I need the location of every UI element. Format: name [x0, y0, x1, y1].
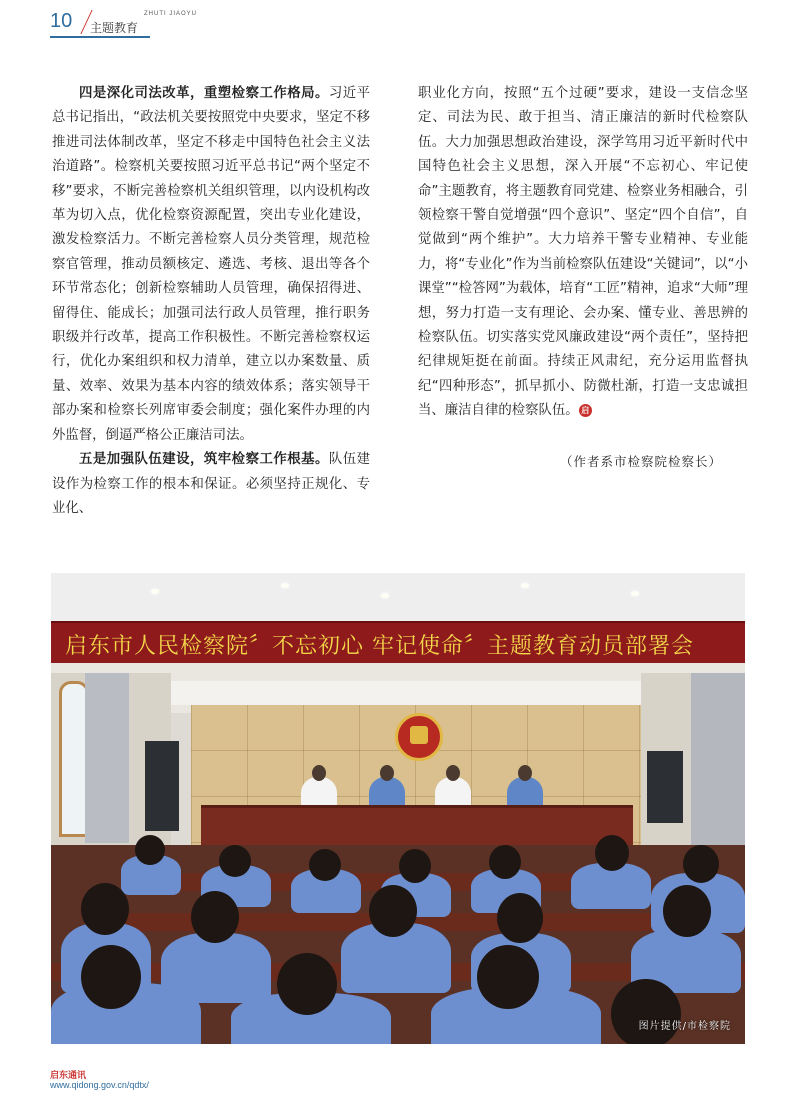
ceiling-lamp — [381, 593, 389, 598]
audience-head — [683, 845, 719, 883]
paragraph-judicial-reform — [52, 82, 370, 448]
audience-head — [135, 835, 165, 865]
audience-head — [497, 893, 543, 943]
paragraph-continued — [418, 82, 748, 424]
audience-head — [611, 979, 681, 1044]
audience-head — [81, 945, 141, 1009]
ceiling-lamp — [281, 583, 289, 588]
audience-head — [277, 953, 337, 1015]
publication-url[interactable]: www.qidong.gov.cn/qdtx/ — [50, 1080, 149, 1090]
audience-head — [191, 891, 239, 943]
official-head — [312, 765, 326, 781]
photo-left-screen — [145, 741, 179, 831]
official-head — [518, 765, 532, 781]
audience-head — [663, 885, 711, 937]
national-emblem-icon — [395, 713, 443, 761]
photo-ceiling-beam — [131, 681, 651, 705]
paragraph-body: 队伍建设作为检察工作的根本和保证。必须坚持正规化、专业化、 — [52, 452, 371, 516]
emblem-center — [410, 726, 428, 744]
meeting-photo — [51, 573, 745, 1044]
official-head — [446, 765, 460, 781]
photo-ceiling — [51, 573, 745, 621]
paragraph-body: 习近平总书记指出，“政法机关要按照党中央要求，坚定不移推进司法体制改革，坚定不移走中国特色社会主义法治道路”。检察机关要按照习近平总书记“两个坚定不移”要求，不断完善检察机关组织管理，以内设机构改革为切入点，优化检察资源配置，突出专业化建设，激发检察活力。不断完善检察人员分类管理，规范检察官管理，推动员额核定、遴选、考核、退出等各个环节常态化；创新检察辅助人员管理，确保招得进、留得住、能成长；加强司法行政人员管理，推行职务职级并行改革，提高工作积极性。不断完善检察权运行，优化办案组织和权力清单，建立以办案数量、质量、效率、效果为基本内容的绩效体系；落实领导干部办案和检察长列席审委会制度；强化案件办理的内外监督，倒逼严格公正廉洁司法。 — [52, 86, 371, 443]
audience-head — [81, 883, 129, 935]
publication-name: 启东通讯 — [50, 1071, 87, 1081]
audience-head — [477, 945, 539, 1009]
photo-banner — [51, 621, 745, 667]
article-left-column — [52, 82, 370, 521]
page-number: 10 — [50, 10, 73, 32]
audience-head — [489, 845, 521, 879]
photo-dais — [201, 805, 633, 848]
photo-left-curtain — [85, 673, 129, 843]
audience-head — [369, 885, 417, 937]
ceiling-lamp — [151, 589, 159, 594]
ceiling-lamp — [521, 583, 529, 588]
end-mark-icon: 启 — [579, 404, 592, 417]
photo-right-screen — [647, 751, 683, 823]
section-title: 主题教育 — [90, 21, 139, 35]
paragraph-body: 职业化方向，按照“五个过硬”要求，建设一支信念坚定、司法为民、敢于担当、清正廉洁的新时代检察队伍。大力加强思想政治建设，深学笃用习近平新时代中国特色社会主义思想，深入开展“不忘初心、牢记使命”主题教育，将主题教育同党建、检察业务相融合，引领检察干警自觉增强“四个意识”、坚定“四个自信”，自觉做到“两个维护”。大力培养干警专业精神、专业能力，将“专业化”作为当前检察队伍建设“关键词”，以“小课堂”“检答网”为载体，培育“工匠”精神，追求“大师”理想，努力打造一支有理论、会办案、懂专业、善思辨的检察队伍。切实落实党风廉政建设“两个责任”，坚持把纪律规矩挺在前面。持续正风肃纪，充分运用监督执纪“四种形态”，抓早抓小、防微杜渐，打造一支忠诚担当、廉洁自律的检察队伍。 — [418, 86, 748, 419]
article-right-column — [418, 82, 748, 424]
official-head — [380, 765, 394, 781]
audience-head — [399, 849, 431, 883]
banner-text: 启东市人民检察院〞不忘初心 牢记使命〞主题教育动员部署会 — [65, 634, 694, 659]
header-underline — [50, 36, 150, 38]
audience-head — [595, 835, 629, 871]
paragraph-heading: 五是加强队伍建设，筑牢检察工作根基。 — [79, 452, 329, 468]
page-header — [50, 8, 350, 38]
photo-credit: 图片提供/市检察院 — [638, 1021, 731, 1032]
audience-head — [219, 845, 251, 877]
audience-head — [309, 849, 341, 881]
ceiling-lamp — [631, 591, 639, 596]
section-pinyin: ZHUTI JIAOYU — [144, 11, 198, 17]
paragraph-heading: 四是深化司法改革，重塑检察工作格局。 — [79, 86, 329, 101]
paragraph-team-building — [52, 448, 370, 521]
photo-right-curtain — [691, 673, 745, 863]
author-note: （作者系市检察院检察长） — [560, 454, 723, 469]
